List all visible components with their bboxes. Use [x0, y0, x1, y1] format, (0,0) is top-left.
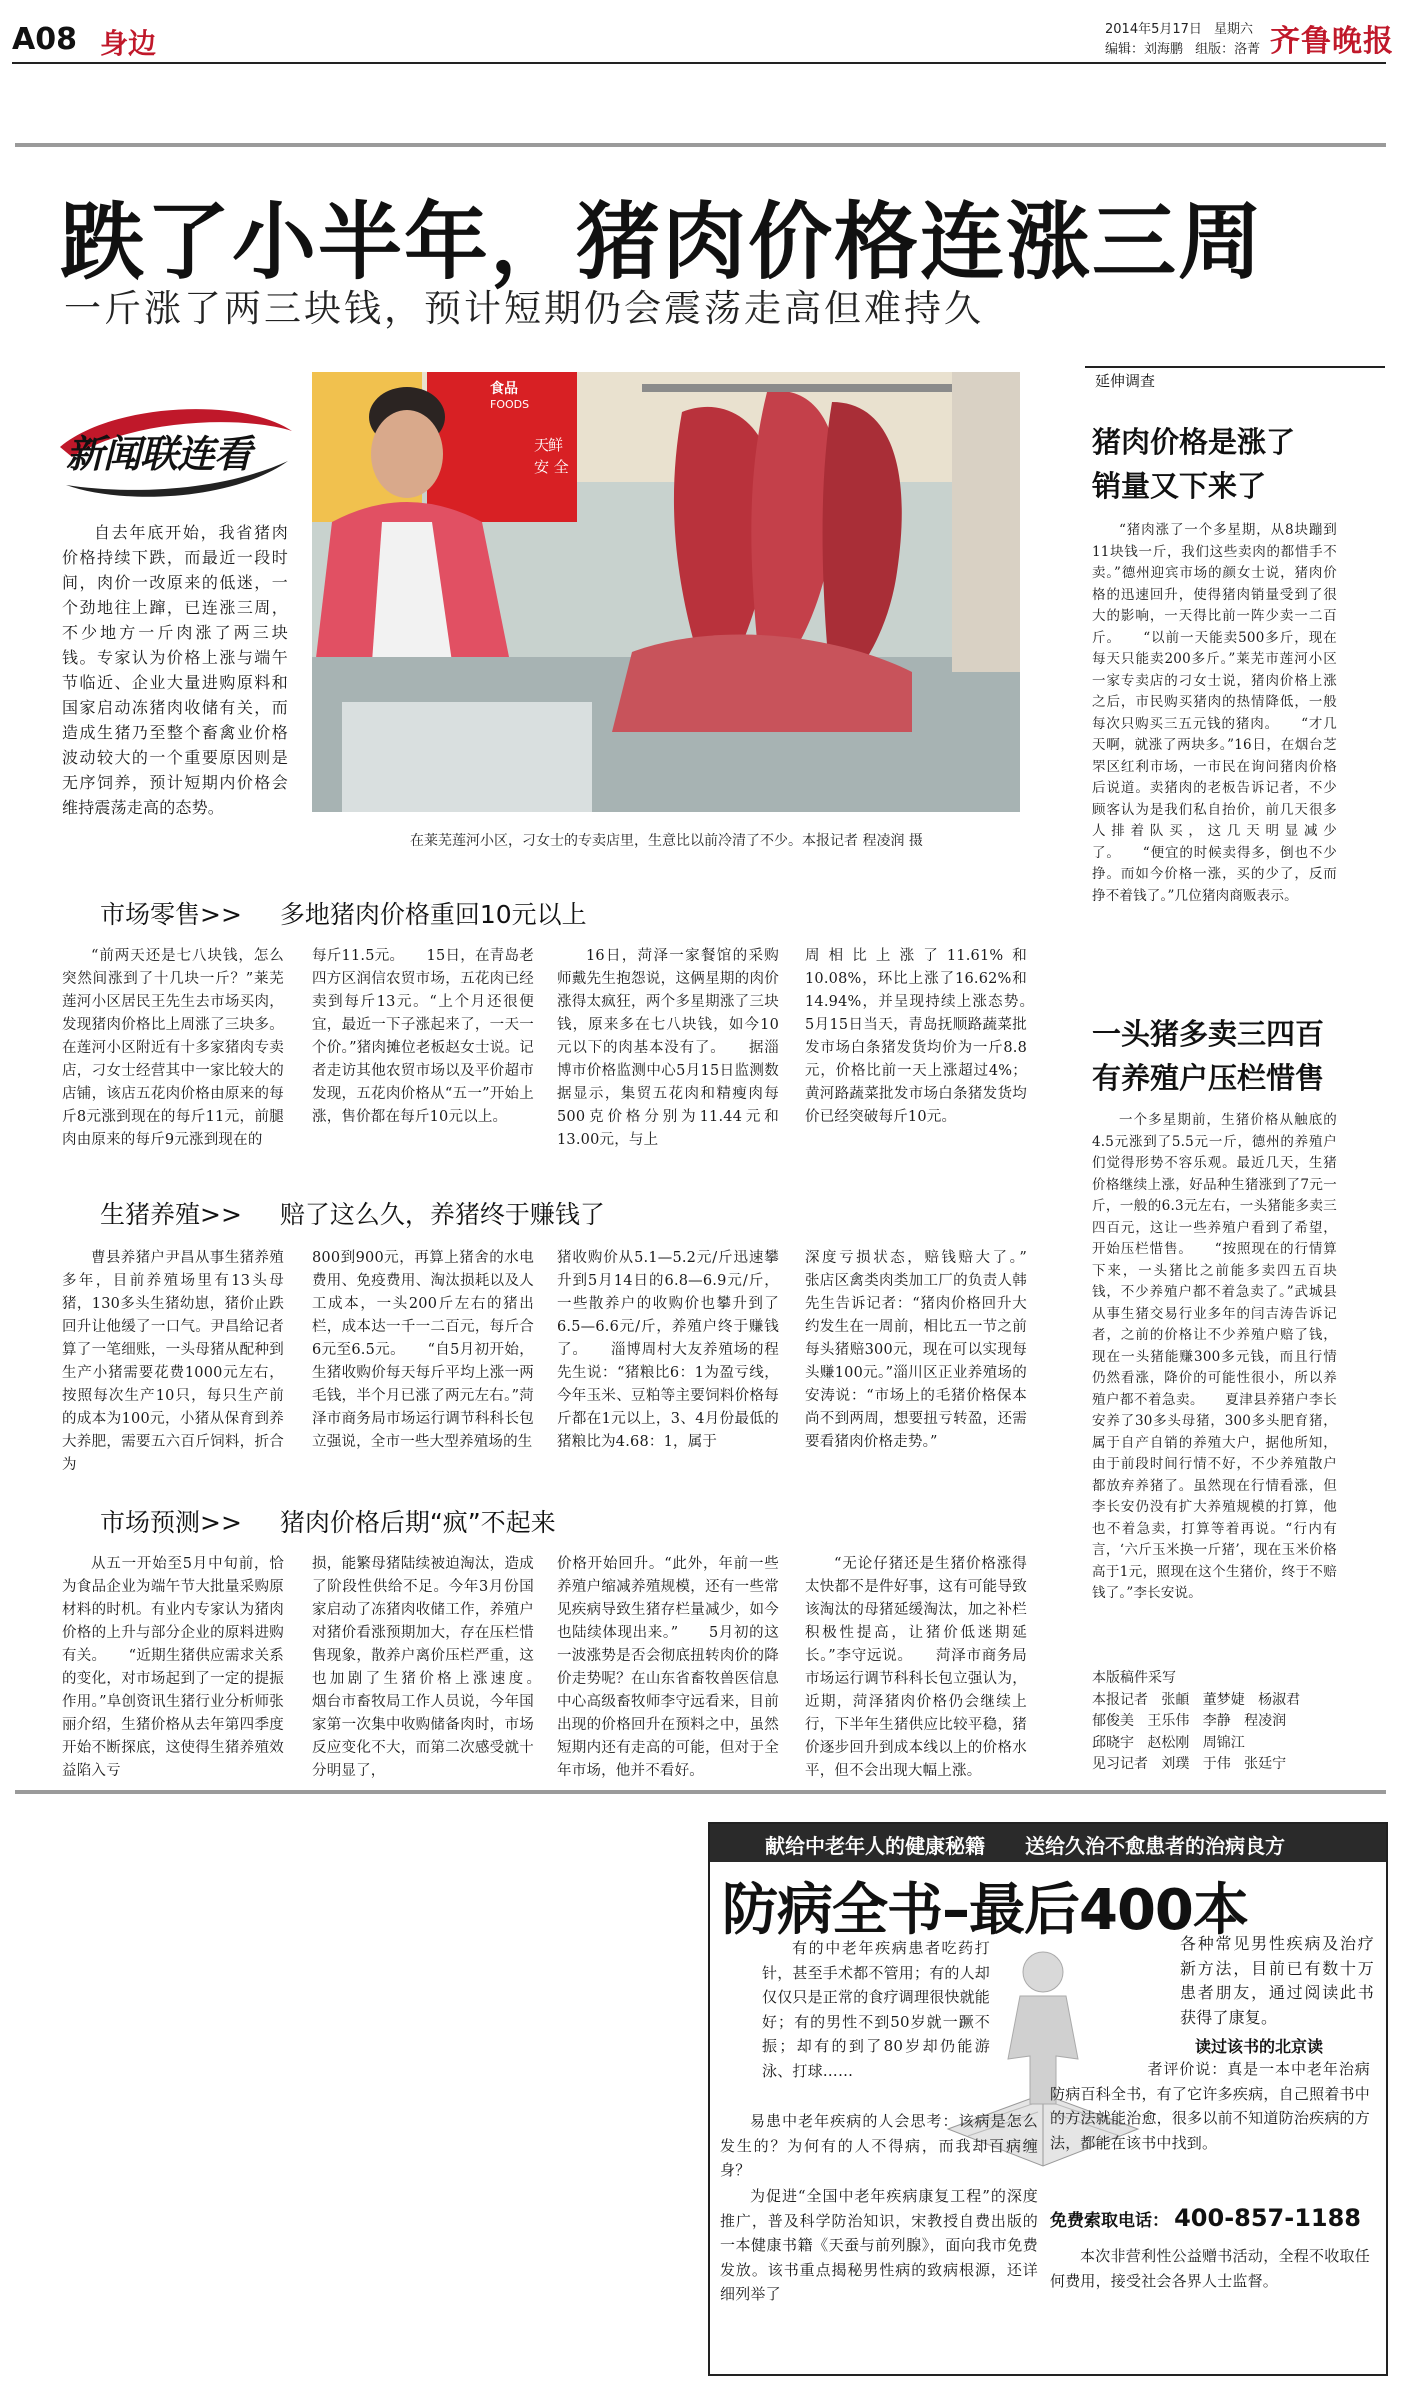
sidebar-top-rule — [1085, 366, 1385, 368]
credit-name: 刘璞 — [1161, 1756, 1190, 1772]
editor: 编辑：刘海鹏 — [1105, 42, 1184, 57]
credit-name: 杨淑君 — [1258, 1691, 1301, 1708]
credit-name: 李静 — [1202, 1713, 1231, 1729]
ad-promo: 为促进“全国中老年疾病康复工程”的深度推广，普及科学防治知识，宋教授自费出版的一本健康书籍《天蚕与前列腺》，面向我市免费发放。该书重点揭秘男性病的致病根源，还详细列举了 — [720, 2187, 1038, 2303]
sidebar-title-1-line-1: 猪肉价格是涨了 — [1092, 425, 1296, 459]
ad-phone-number: 400-857-1188 — [1174, 2204, 1362, 2232]
market-photo — [312, 372, 1020, 812]
credit-name: 邱晓宇 — [1092, 1734, 1134, 1751]
credit-name: 董梦婕 — [1202, 1691, 1245, 1708]
main-headline: 跌了小半年，猪肉价格连涨三周 — [60, 193, 1265, 291]
advertisement — [708, 1822, 1388, 2376]
retail-col-1: “前两天还是七八块钱，怎么突然间涨到了十几块一斤？”莱芜莲河小区居民王先生去市场买肉，发现猪肉价格比上周涨了三块多。在莲河小区附近有十多家猪肉专卖店，刁女士经营其中一家比较大的店铺，该店五花肉价格由原来的每斤8元涨到现在的每斤11元，前腿肉由原来的每斤9元涨到现在的 — [62, 948, 284, 1148]
credits-row — [1092, 1711, 1337, 1733]
ad-separator-rule — [15, 1790, 1386, 1794]
ad-reader-title: 读过该书的北京读 — [1195, 2037, 1324, 2056]
header-rule — [12, 62, 1386, 64]
ad-phone-line — [1050, 2204, 1361, 2232]
editor-line — [1105, 38, 1260, 57]
sidebar-title-1 — [1092, 420, 1295, 508]
credit-name: 于伟 — [1202, 1756, 1231, 1772]
credits-box — [1092, 1668, 1337, 1776]
butcher-scene-image — [312, 372, 1020, 812]
credits-row — [1092, 1690, 1337, 1712]
sidebar-title-2-line-1: 一头猪多卖三四百 — [1092, 1017, 1325, 1051]
section-name: 身边 — [100, 27, 157, 60]
shop-sign-line-1: 天 — [534, 436, 550, 454]
retail-col-3: 16日，菏泽一家餐馆的采购师戴先生抱怨说，这俩星期的肉价涨得太疯狂，两个多星期涨了三块钱，原来多在七八块钱，如今10元以下的肉基本没有了。 据淄博市价格监测中心5月15日监测数据显示，集贸五花肉和精瘦肉每500克价格分别为11.44元和13.00元，与上 — [557, 948, 779, 1148]
shop-sign-sub: FOODS — [490, 398, 530, 411]
sidebar-title-2 — [1092, 1012, 1324, 1100]
ad-top-line: 献给中老年人的健康秘籍 送给久治不愈患者的治病良方 — [765, 1834, 1285, 1858]
credit-name: 周锦江 — [1202, 1734, 1245, 1751]
breeding-col-1: 曹县养猪户尹昌从事生猪养殖多年，目前养殖场里有13头母猪，130多头生猪幼崽，猪价止跌回升让他缓了一口气。尹昌给记者算了一笔细账，一头母猪从配种到生产小猪需要花费1000元左右，按照每次生产10只，每只生产前的成本为100元，小猪从保育到养大养肥，需要五六百斤饲料，折合为 — [62, 1250, 284, 1473]
credit-name: 王乐伟 — [1147, 1713, 1190, 1729]
section-title: 赔了这么久，养猪终于赚钱了 — [279, 1200, 605, 1229]
credit-name: 张廷宁 — [1244, 1756, 1287, 1772]
credit-name: 张頔 — [1161, 1691, 1190, 1708]
credit-name: 程凌润 — [1244, 1713, 1287, 1729]
headline-rule — [15, 143, 1386, 147]
forecast-col-4: “无论仔猪还是生猪价格涨得太快都不是件好事，这有可能导致该淘汰的母猪延缓淘汰，加之补栏积极性提高，让猪价低迷期延长。”李守远说。 菏泽市商务局市场运行调节科科长包立强认为，近期，菏泽猪肉价格仍会继续上行，下半年生猪供应比较平稳，猪价逐步回升到成本线以上的价格水平，但不会出现大幅上涨。 — [805, 1556, 1027, 1779]
sidebar-label: 延伸调查 — [1095, 372, 1156, 390]
breeding-col-3: 猪收购价从5.1—5.2元/斤迅速攀升到5月14日的6.8—6.9元/斤，一些散养户的收购价也攀升到了6.5—6.6元/斤，养殖户终于赚钱了。 淄博周村大友养殖场的程先生说：“猪粮比6：1为盈亏线，今年玉米、豆粕等主要饲料价格每斤都在1元以上，3、4月份最低的猪粮比为4.68：1，属于 — [557, 1250, 779, 1450]
page-number: A08 — [12, 22, 77, 57]
ad-reader-comment: 者评价说：真是一本中老年治病防病百科全书，有了它许多疾病，自己照着书中的方法就能治愈，很多以前不知道防治疾病的方法，都能在该书中找到。 — [1050, 2060, 1370, 2152]
ad-phone-label: 免费索取电话： — [1050, 2211, 1169, 2231]
section-title: 猪肉价格后期“疯”不起来 — [279, 1508, 556, 1537]
section-retail-head — [100, 895, 587, 931]
news-link-logo-text: 新闻联连看 — [66, 432, 252, 476]
credit-name: 郁俊美 — [1092, 1713, 1134, 1729]
sidebar-story-2: 一个多星期前，生猪价格从触底的4.5元涨到了5.5元一斤，德州的养殖户们觉得形势不容乐观。最近几天，生猪价格继续上涨，好品种生猪涨到了7元一斤，一般的6.3元左右，一头猪能多卖三四百元，这让一些养殖户看到了希望，开始压栏惜售。 “按照现在的行情算下来，一头猪比之前能多卖四五百块钱，不少养殖户都不着急卖了。”武城县从事生猪交易行业多年的闫吉涛告诉记者，之前的价格让不少养殖户赔了钱，现在一头猪能赚300多元钱，而且行情仍然看涨，降价的可能性很小，所以养殖户都不着急卖。 夏津县养猪户李长安养了30多头母猪，300多头肥育猪，属于自产自销的养殖大户，据他所知，由于前段时间行情不好，不少养殖散户都放弃养猪了。虽然现在行情看涨，但李长安仍没有扩大养殖规模的打算，他也不着急卖，打算等着再说。“行内有言，‘六斤玉米换一斤猪’，现在玉米价格高于1元，照现在这个生猪价，终于不赔钱了。”李长安说。 — [1092, 1112, 1337, 1601]
credit-name: 本报记者 — [1092, 1691, 1148, 1708]
layout-editor: 组版：洛菁 — [1195, 42, 1261, 57]
ad-right-text: 各种常见男性疾病及治疗新方法，目前已有数十万患者朋友，通过阅读此书获得了康复。 — [1180, 1934, 1374, 2027]
ad-left-text: 有的中老年疾病患者吃药打针，甚至手术都不管用；有的人却仅仅只是正常的食疗调理很快就能好；有的男性不到50岁就一蹶不振；却有的到了80岁却仍能游泳、打球…… — [762, 1939, 991, 2080]
sub-headline: 一斤涨了两三块钱，预计短期仍会震荡走高但难持久 — [64, 287, 984, 330]
sidebar-title-1-line-2: 销量又下来了 — [1092, 469, 1267, 503]
credit-name: 见习记者 — [1092, 1756, 1148, 1772]
section-tag: 市场预测>> — [100, 1508, 242, 1537]
shop-sign-line-3: 安 全 — [534, 458, 569, 476]
breeding-col-4: 深度亏损状态，赔钱赔大了。” 张店区禽类肉类加工厂的负责人韩先生告诉记者：“猪肉价格回升大约发生在一周前，相比五一节之前每头猪赔300元，现在可以实现每头赚100元。”淄川区正业养殖场的安涛说：“市场上的毛猪价格保本尚不到两周，想要扭亏转盈，还需要看猪肉价格走势。” — [805, 1250, 1057, 1450]
date: 2014年5月17日 — [1105, 22, 1202, 37]
newspaper-logo: 齐鲁晚报 — [1270, 24, 1394, 59]
shop-sign-line-2: 鲜 — [548, 436, 564, 454]
credits-row — [1092, 1754, 1337, 1776]
weekday: 星期六 — [1214, 22, 1254, 37]
sidebar-title-2-line-2: 有养殖户压栏惜售 — [1092, 1061, 1325, 1095]
section-tag: 市场零售>> — [100, 900, 242, 929]
forecast-col-1: 从五一开始至5月中旬前，恰为食品企业为端午节大批量采购原材料的时机。有业内专家认为猪肉价格的上升与部分企业的原料进购有关。 “近期生猪供应需求关系的变化，对市场起到了一定的提振作用。”阜创资讯生猪行业分析师张丽介绍，生猪价格从去年第四季度开始不断探底，这使得生猪养殖效益陷入亏 — [62, 1556, 284, 1779]
issue-date — [1105, 18, 1253, 37]
credits-title: 本版稿件采写 — [1092, 1670, 1176, 1686]
section-forecast-head — [100, 1503, 556, 1539]
retail-col-2: 每斤11.5元。 15日，在青岛老四方区润信农贸市场，五花肉已经卖到每斤13元。“上个月还很便宜，最近一下子涨起来了，一天一个价。”猪肉摊位老板赵女士说。记者走访其他农贸市场以及平价超市发现，五花肉价格从“五一”开始上涨，售价都在每斤10元以上。 — [312, 948, 534, 1125]
news-link-logo — [52, 395, 297, 505]
ad-title: 防病全书–最后400本 — [722, 1878, 1248, 1943]
ad-question: 易患中老年疾病的人会思考：该病是怎么发生的？为何有的人不得病，而我却百病缠身？ — [720, 2112, 1038, 2179]
retail-col-4: 周相比上涨了11.61%和10.08%，环比上涨了16.62%和14.94%，并呈现持续上涨态势。 5月15日当天，青岛抚顺路蔬菜批发市场白条猪发货均价为一斤8.8元，价格比前一天上涨超过4%；黄河路蔬菜批发市场白条猪发货均价已经突破每斤10元。 — [805, 948, 1057, 1125]
forecast-col-2: 损，能繁母猪陆续被迫淘汰，造成了阶段性供给不足。今年3月份国家启动了冻猪肉收储工作，养殖户对猪价看涨预期加大，存在压栏惜售现象，散养户离价压栏严重，这也加剧了生猪价格上涨速度。 烟台市畜牧局工作人员说，今年国家第一次集中收购储备肉时，市场反应变化不大，而第二次感受就十分明显了， — [312, 1556, 564, 1779]
breeding-col-2: 800到900元，再算上猪舍的水电费用、免疫费用、淘汰损耗以及人工成本，一头200斤左右的猪出栏，成本达一千一二百元，每斤合6元至6.5元。 “自5月初开始，生猪收购价每天每斤平均上涨一两毛钱，半个月已涨了两元左右。”菏泽市商务局市场运行调节科科长包立强说，全市一些大型养殖场的生 — [312, 1250, 534, 1450]
section-title: 多地猪肉价格重回10元以上 — [279, 900, 587, 929]
section-tag: 生猪养殖>> — [100, 1200, 242, 1229]
lead-paragraph: 自去年底开始，我省猪肉价格持续下跌，而最近一段时间，肉价一改原来的低迷，一个劲地往上蹿，已连涨三周，不少地方一斤肉涨了两三块钱。专家认为价格上涨与端午节临近、企业大量进购原料和国家启动冻猪肉收储有关，而造成生猪乃至整个畜禽业价格波动较大的一个重要原因则是无序饲养，预计短期内价格会维持震荡走高的态势。 — [62, 523, 288, 817]
section-breeding-head — [100, 1195, 605, 1231]
shop-sign-top: 食品 — [490, 381, 518, 397]
credits-row — [1092, 1733, 1337, 1755]
photo-caption: 在莱芜莲河小区，刁女士的专卖店里，生意比以前冷清了不少。本报记者 程凌润 摄 — [410, 833, 923, 849]
credit-name: 赵松刚 — [1147, 1734, 1190, 1751]
sidebar-story-1: “猪肉涨了一个多星期，从8块蹦到11块钱一斤，我们这些卖肉的都惜手不卖。”德州迎宾市场的颜女士说，猪肉价格的迅速回升，使得猪肉销量受到了很大的影响，一天得比前一阵少卖一二百斤。 “以前一天能卖500多斤，现在每天只能卖200多斤。”莱芜市莲河小区一家专卖店的刁女士说，猪肉价格上涨之后，市民购买猪肉的热情降低，一般每次只购买三五元钱的猪肉。 “才几天啊，就涨了两块多。”16日，在烟台芝罘区红利市场，一市民在询问猪肉价格后说道。卖猪肉的老板告诉记者，不少顾客认为是我们私自抬价，前几天很多人排着队买，这几天明显减少了。 “便宜的时候卖得多，倒也不少挣。而如今价格一涨，买的少了，反而挣不着钱了。”几位猪肉商贩表示。 — [1092, 522, 1337, 904]
forecast-col-3: 价格开始回升。“此外，年前一些养殖户缩减养殖规模，还有一些常见疾病导致生猪存栏量减少，如今也陆续体现出来。” 5月初的这一波涨势是否会彻底扭转肉价的降价走势呢？在山东省畜牧兽医信息中心高级畜牧师李守远看来，目前出现的价格回升在预料之中，虽然短期内还有走高的可能，但对于全年市场，他并不看好。 — [557, 1556, 779, 1779]
ad-footer: 本次非营利性公益赠书活动，全程不收取任何费用，接受社会各界人士监督。 — [1050, 2247, 1370, 2290]
